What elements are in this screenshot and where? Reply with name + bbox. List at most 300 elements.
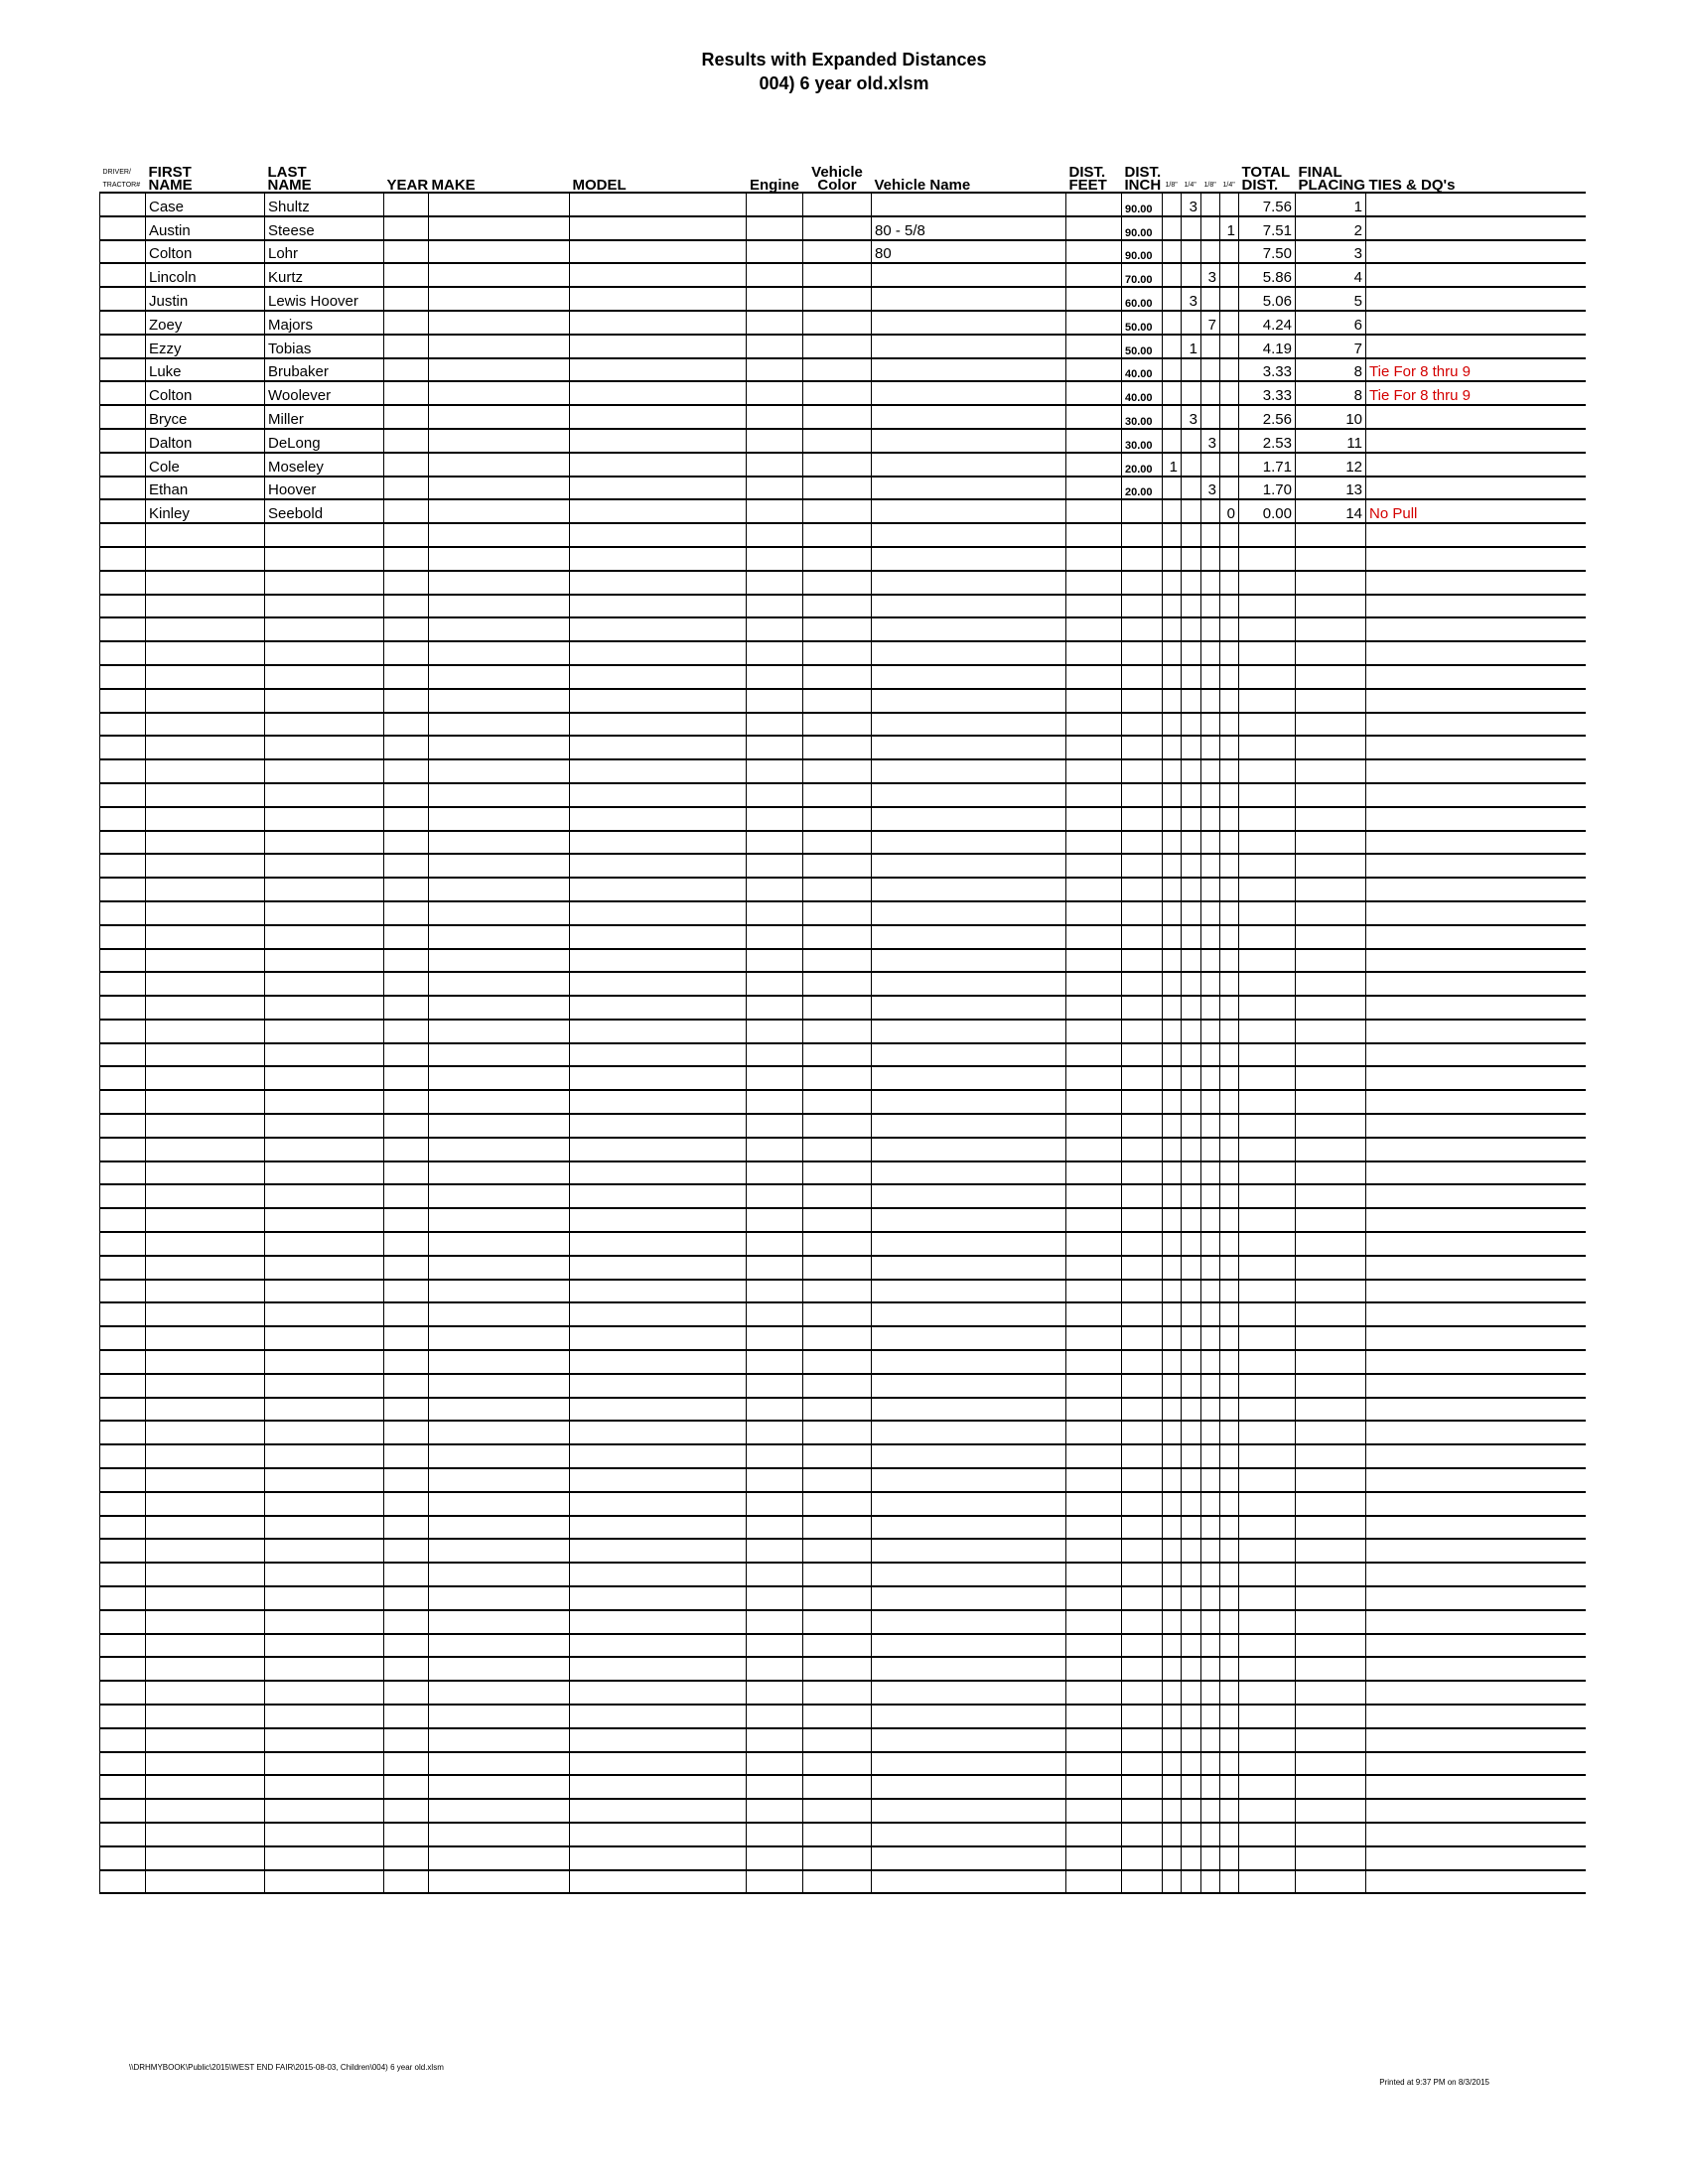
first-name-cell [146, 1563, 265, 1586]
fraction-1-cell [1163, 641, 1182, 665]
dist-feet-cell [1066, 1752, 1122, 1776]
final-placing-cell [1296, 1326, 1366, 1350]
final-placing-cell [1296, 713, 1366, 737]
fraction-3-cell [1201, 1161, 1220, 1185]
fraction-2-cell [1182, 713, 1201, 737]
fraction-3-cell: 3 [1201, 263, 1220, 287]
vehicle-name-cell [872, 1468, 1066, 1492]
fraction-2-cell [1182, 571, 1201, 595]
year-cell [384, 1492, 429, 1516]
vehicle-name-cell [872, 1161, 1066, 1185]
final-placing-cell: 3 [1296, 240, 1366, 264]
table-row [100, 689, 1586, 713]
vehicle-color-cell [803, 972, 872, 996]
make-cell [429, 1752, 570, 1776]
fraction-3-cell [1201, 854, 1220, 878]
fraction-2-cell [1182, 499, 1201, 523]
fraction-1-cell [1163, 1350, 1182, 1374]
year-cell [384, 571, 429, 595]
dist-feet-cell [1066, 996, 1122, 1020]
fraction-4-cell: 0 [1220, 499, 1239, 523]
model-cell [570, 1516, 747, 1540]
make-cell [429, 595, 570, 618]
vehicle-name-cell [872, 1870, 1066, 1894]
vehicle-name-cell [872, 807, 1066, 831]
vehicle-name-cell [872, 1681, 1066, 1705]
table-row [100, 1232, 1586, 1256]
make-cell [429, 1138, 570, 1161]
model-cell [570, 216, 747, 240]
fraction-2-cell [1182, 1184, 1201, 1208]
vehicle-color-cell [803, 429, 872, 453]
make-cell [429, 335, 570, 358]
ties-cell [1366, 1090, 1586, 1114]
dist-inch-cell [1122, 1114, 1163, 1138]
fraction-1-cell [1163, 1563, 1182, 1586]
engine-cell [747, 759, 803, 783]
model-cell [570, 1374, 747, 1398]
fraction-2-cell [1182, 1043, 1201, 1067]
first-name-cell [146, 1090, 265, 1114]
dist-inch-cell [1122, 1657, 1163, 1681]
first-name-cell: Lincoln [146, 263, 265, 287]
make-cell [429, 1823, 570, 1846]
fraction-2-cell [1182, 1870, 1201, 1894]
dist-feet-cell [1066, 381, 1122, 405]
final-placing-cell [1296, 1539, 1366, 1563]
final-placing-cell [1296, 1020, 1366, 1043]
model-cell [570, 1539, 747, 1563]
driver-cell [100, 807, 146, 831]
final-placing-cell [1296, 831, 1366, 855]
total-dist-cell [1239, 1184, 1296, 1208]
vehicle-name-cell [872, 713, 1066, 737]
fraction-4-cell [1220, 665, 1239, 689]
last-name-cell: Miller [265, 405, 384, 429]
table-row [100, 1398, 1586, 1422]
first-name-cell [146, 1681, 265, 1705]
make-cell [429, 1870, 570, 1894]
total-dist-cell [1239, 901, 1296, 925]
vehicle-color-cell [803, 381, 872, 405]
vehicle-color-cell [803, 311, 872, 335]
fraction-4-cell [1220, 689, 1239, 713]
dist-inch-cell [1122, 1752, 1163, 1776]
fraction-3-cell [1201, 1468, 1220, 1492]
dist-feet-cell [1066, 1161, 1122, 1185]
fraction-2-cell [1182, 477, 1201, 500]
vehicle-name-cell [872, 499, 1066, 523]
first-name-cell: Kinley [146, 499, 265, 523]
total-dist-cell [1239, 523, 1296, 547]
driver-cell [100, 1280, 146, 1303]
fraction-1-cell [1163, 617, 1182, 641]
fraction-4-cell [1220, 1043, 1239, 1067]
header-engine: Engine [749, 177, 799, 193]
make-cell [429, 1398, 570, 1422]
first-name-cell [146, 901, 265, 925]
fraction-4-cell [1220, 1232, 1239, 1256]
year-cell [384, 1326, 429, 1350]
first-name-cell: Austin [146, 216, 265, 240]
model-cell [570, 807, 747, 831]
last-name-cell: DeLong [265, 429, 384, 453]
fraction-4-cell [1220, 1728, 1239, 1752]
make-cell [429, 1563, 570, 1586]
vehicle-name-cell [872, 571, 1066, 595]
ties-cell [1366, 1208, 1586, 1232]
fraction-2-cell [1182, 736, 1201, 759]
dist-feet-cell [1066, 1350, 1122, 1374]
model-cell [570, 759, 747, 783]
year-cell [384, 783, 429, 807]
first-name-cell: Dalton [146, 429, 265, 453]
fraction-4-cell [1220, 311, 1239, 335]
printed-timestamp: Printed at 9:37 PM on 8/3/2015 [1379, 2078, 1489, 2087]
model-cell [570, 1398, 747, 1422]
driver-cell [100, 1326, 146, 1350]
dist-inch-cell: 30.00 [1122, 405, 1163, 429]
model-cell [570, 1823, 747, 1846]
total-dist-cell [1239, 1681, 1296, 1705]
total-dist-cell [1239, 1232, 1296, 1256]
total-dist-cell [1239, 925, 1296, 949]
dist-feet-cell [1066, 499, 1122, 523]
fraction-4-cell [1220, 641, 1239, 665]
final-placing-cell [1296, 547, 1366, 571]
fraction-2-cell [1182, 949, 1201, 973]
vehicle-name-cell [872, 1421, 1066, 1444]
driver-cell [100, 477, 146, 500]
model-cell [570, 1752, 747, 1776]
make-cell [429, 1468, 570, 1492]
year-cell [384, 736, 429, 759]
model-cell [570, 1563, 747, 1586]
model-cell [570, 1208, 747, 1232]
first-name-cell: Cole [146, 453, 265, 477]
first-name-cell [146, 972, 265, 996]
first-name-cell: Bryce [146, 405, 265, 429]
fraction-3-cell [1201, 996, 1220, 1020]
last-name-cell [265, 1090, 384, 1114]
total-dist-cell: 5.86 [1239, 263, 1296, 287]
fraction-2-cell [1182, 311, 1201, 335]
total-dist-cell [1239, 1823, 1296, 1846]
vehicle-name-cell [872, 311, 1066, 335]
fraction-2-cell [1182, 1705, 1201, 1728]
first-name-cell [146, 1184, 265, 1208]
driver-cell [100, 240, 146, 264]
driver-cell [100, 311, 146, 335]
fraction-3-cell [1201, 240, 1220, 264]
driver-cell [100, 193, 146, 216]
last-name-cell [265, 1138, 384, 1161]
fraction-1-cell [1163, 1752, 1182, 1776]
fraction-3-cell [1201, 901, 1220, 925]
dist-inch-cell [1122, 901, 1163, 925]
table-row [100, 1280, 1586, 1303]
driver-cell [100, 1350, 146, 1374]
total-dist-cell [1239, 831, 1296, 855]
last-name-cell [265, 1610, 384, 1634]
total-dist-cell [1239, 1799, 1296, 1823]
header-dist-inch: DIST. INCH [1124, 164, 1162, 193]
total-dist-cell [1239, 1775, 1296, 1799]
driver-cell [100, 1705, 146, 1728]
last-name-cell [265, 1184, 384, 1208]
model-cell [570, 1066, 747, 1090]
engine-cell [747, 571, 803, 595]
fraction-4-cell [1220, 1752, 1239, 1776]
vehicle-color-cell [803, 713, 872, 737]
make-cell [429, 1161, 570, 1185]
model-cell [570, 1138, 747, 1161]
vehicle-name-cell [872, 665, 1066, 689]
fraction-2-cell [1182, 1492, 1201, 1516]
engine-cell [747, 1066, 803, 1090]
dist-feet-cell [1066, 1114, 1122, 1138]
make-cell [429, 216, 570, 240]
table-row [100, 381, 1586, 405]
ties-cell: No Pull [1366, 499, 1586, 523]
model-cell [570, 1232, 747, 1256]
ties-cell [1366, 831, 1586, 855]
engine-cell [747, 878, 803, 901]
ties-cell [1366, 1138, 1586, 1161]
driver-cell [100, 1634, 146, 1658]
year-cell [384, 499, 429, 523]
fraction-4-cell [1220, 405, 1239, 429]
fraction-1-cell [1163, 1256, 1182, 1280]
dist-feet-cell [1066, 429, 1122, 453]
engine-cell [747, 1468, 803, 1492]
fraction-2-cell [1182, 1302, 1201, 1326]
vehicle-color-cell [803, 996, 872, 1020]
fraction-3-cell [1201, 1114, 1220, 1138]
vehicle-color-cell [803, 1799, 872, 1823]
ties-cell [1366, 1823, 1586, 1846]
total-dist-cell: 1.71 [1239, 453, 1296, 477]
last-name-cell: Steese [265, 216, 384, 240]
dist-inch-cell [1122, 1563, 1163, 1586]
fraction-2-cell [1182, 1846, 1201, 1870]
model-cell [570, 1799, 747, 1823]
fraction-3-cell [1201, 1846, 1220, 1870]
vehicle-color-cell [803, 477, 872, 500]
fraction-2-cell [1182, 1066, 1201, 1090]
final-placing-cell [1296, 523, 1366, 547]
engine-cell [747, 1799, 803, 1823]
model-cell [570, 477, 747, 500]
table-row [100, 311, 1586, 335]
year-cell [384, 807, 429, 831]
engine-cell [747, 429, 803, 453]
fraction-1-cell [1163, 1634, 1182, 1658]
engine-cell [747, 1350, 803, 1374]
fraction-1-cell [1163, 381, 1182, 405]
vehicle-color-cell [803, 1138, 872, 1161]
engine-cell [747, 477, 803, 500]
total-dist-cell [1239, 878, 1296, 901]
ties-cell [1366, 807, 1586, 831]
table-row [100, 1752, 1586, 1776]
ties-cell [1366, 1280, 1586, 1303]
fraction-3-cell [1201, 1138, 1220, 1161]
engine-cell [747, 1752, 803, 1776]
final-placing-cell [1296, 1444, 1366, 1468]
year-cell [384, 1374, 429, 1398]
year-cell [384, 1634, 429, 1658]
final-placing-cell: 12 [1296, 453, 1366, 477]
vehicle-color-cell [803, 1468, 872, 1492]
year-cell [384, 1350, 429, 1374]
final-placing-cell: 14 [1296, 499, 1366, 523]
engine-cell [747, 1302, 803, 1326]
model-cell [570, 571, 747, 595]
final-placing-cell [1296, 878, 1366, 901]
dist-feet-cell [1066, 595, 1122, 618]
file-path: \\DRHMYBOOK\Public\2015\WEST END FAIR\2015-08-03, Children\004) 6 year old.xlsm [129, 2063, 444, 2072]
vehicle-name-cell [872, 783, 1066, 807]
fraction-1-cell [1163, 547, 1182, 571]
fraction-3-cell [1201, 1586, 1220, 1610]
year-cell [384, 1114, 429, 1138]
table-row [100, 595, 1586, 618]
vehicle-color-cell [803, 1705, 872, 1728]
first-name-cell [146, 996, 265, 1020]
first-name-cell [146, 1421, 265, 1444]
driver-cell [100, 499, 146, 523]
year-cell [384, 1799, 429, 1823]
last-name-cell [265, 972, 384, 996]
year-cell [384, 1823, 429, 1846]
last-name-cell [265, 1870, 384, 1894]
dist-feet-cell [1066, 1421, 1122, 1444]
fraction-2-cell [1182, 1256, 1201, 1280]
make-cell [429, 193, 570, 216]
vehicle-color-cell [803, 1634, 872, 1658]
fraction-1-cell [1163, 1114, 1182, 1138]
year-cell [384, 878, 429, 901]
fraction-1-cell [1163, 1280, 1182, 1303]
fraction-3-cell [1201, 1374, 1220, 1398]
dist-feet-cell [1066, 1043, 1122, 1067]
dist-inch-cell [1122, 1870, 1163, 1894]
engine-cell [747, 1208, 803, 1232]
final-placing-cell [1296, 689, 1366, 713]
make-cell [429, 617, 570, 641]
dist-feet-cell [1066, 358, 1122, 382]
fraction-2-cell: 3 [1182, 405, 1201, 429]
header-fraction-4: 1/4" [1222, 182, 1235, 189]
fraction-2-cell [1182, 1610, 1201, 1634]
vehicle-color-cell [803, 854, 872, 878]
final-placing-cell [1296, 949, 1366, 973]
dist-inch-cell [1122, 571, 1163, 595]
last-name-cell [265, 1468, 384, 1492]
model-cell [570, 1870, 747, 1894]
year-cell [384, 1066, 429, 1090]
make-cell [429, 1374, 570, 1398]
fraction-1-cell [1163, 358, 1182, 382]
first-name-cell: Ethan [146, 477, 265, 500]
dist-feet-cell [1066, 1090, 1122, 1114]
fraction-4-cell [1220, 1374, 1239, 1398]
last-name-cell [265, 736, 384, 759]
fraction-2-cell [1182, 925, 1201, 949]
table-row [100, 335, 1586, 358]
total-dist-cell [1239, 1586, 1296, 1610]
final-placing-cell [1296, 1398, 1366, 1422]
model-cell [570, 878, 747, 901]
model-cell [570, 1421, 747, 1444]
fraction-1-cell [1163, 287, 1182, 311]
ties-cell [1366, 1020, 1586, 1043]
ties-cell [1366, 689, 1586, 713]
ties-cell [1366, 1468, 1586, 1492]
dist-feet-cell [1066, 1020, 1122, 1043]
fraction-3-cell [1201, 1256, 1220, 1280]
make-cell [429, 1184, 570, 1208]
driver-cell [100, 1846, 146, 1870]
engine-cell [747, 1846, 803, 1870]
vehicle-name-cell [872, 1705, 1066, 1728]
table-row [100, 499, 1586, 523]
vehicle-color-cell [803, 1823, 872, 1846]
fraction-1-cell [1163, 571, 1182, 595]
table-row [100, 949, 1586, 973]
vehicle-color-cell [803, 1775, 872, 1799]
dist-feet-cell [1066, 1657, 1122, 1681]
total-dist-cell [1239, 1657, 1296, 1681]
first-name-cell [146, 1066, 265, 1090]
dist-inch-cell [1122, 949, 1163, 973]
header-driver: DRIVER/ TRACTOR# [102, 169, 141, 189]
fraction-3-cell [1201, 595, 1220, 618]
ties-cell [1366, 1161, 1586, 1185]
final-placing-cell [1296, 1775, 1366, 1799]
engine-cell [747, 405, 803, 429]
header-first-name: FIRST NAME [148, 164, 193, 193]
model-cell [570, 1350, 747, 1374]
total-dist-cell [1239, 759, 1296, 783]
engine-cell [747, 783, 803, 807]
year-cell [384, 713, 429, 737]
dist-inch-cell [1122, 1610, 1163, 1634]
vehicle-color-cell [803, 1610, 872, 1634]
dist-inch-cell [1122, 1492, 1163, 1516]
dist-feet-cell [1066, 1610, 1122, 1634]
final-placing-cell [1296, 996, 1366, 1020]
engine-cell [747, 1492, 803, 1516]
first-name-cell [146, 641, 265, 665]
first-name-cell [146, 831, 265, 855]
model-cell [570, 617, 747, 641]
fraction-3-cell [1201, 1823, 1220, 1846]
dist-feet-cell [1066, 216, 1122, 240]
dist-inch-cell: 20.00 [1122, 477, 1163, 500]
header-final-placing: FINAL PLACING [1298, 164, 1365, 193]
table-row [100, 453, 1586, 477]
year-cell [384, 854, 429, 878]
vehicle-name-cell [872, 1634, 1066, 1658]
model-cell [570, 429, 747, 453]
dist-inch-cell [1122, 1468, 1163, 1492]
fraction-2-cell [1182, 1516, 1201, 1540]
ties-cell [1366, 1539, 1586, 1563]
ties-cell [1366, 1492, 1586, 1516]
year-cell [384, 1020, 429, 1043]
